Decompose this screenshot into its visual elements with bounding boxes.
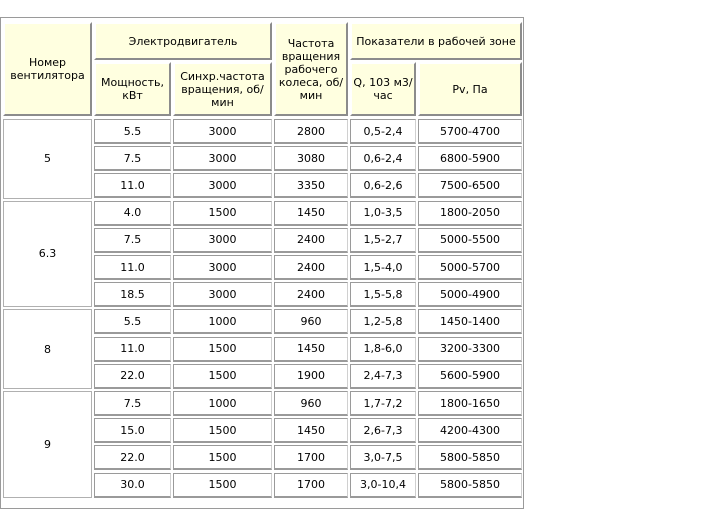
cell-power: 22.0: [94, 445, 171, 470]
cell-wheel-speed: 1450: [274, 418, 348, 443]
cell-flow: 1,0-3,5: [350, 201, 416, 226]
header-pressure: Pv, Па: [418, 62, 522, 116]
cell-flow: 0,6-2,4: [350, 146, 416, 171]
fan-number-cell: 8: [3, 309, 92, 389]
cell-sync-speed: 3000: [173, 146, 272, 171]
fan-spec-table: [0, 17, 524, 509]
cell-wheel-speed: 3350: [274, 173, 348, 198]
cell-pressure: 1800-1650: [418, 391, 522, 416]
cell-power: 7.5: [94, 146, 171, 171]
header-motor: Электродвигатель: [94, 22, 272, 60]
cell-power: 11.0: [94, 255, 171, 280]
header-wheel-speed: Частота вращения рабочего колеса, об/мин: [274, 22, 348, 116]
cell-pressure: 6800-5900: [418, 146, 522, 171]
cell-wheel-speed: 1450: [274, 201, 348, 226]
cell-pressure: 1450-1400: [418, 309, 522, 334]
cell-flow: 1,5-5,8: [350, 282, 416, 307]
cell-pressure: 1800-2050: [418, 201, 522, 226]
header-flow: Q, 103 м3/час: [350, 62, 416, 116]
header-sync-speed: Синхр.частота вращения, об/мин: [173, 62, 272, 116]
cell-sync-speed: 1500: [173, 337, 272, 362]
header-fan-number: Номер вентилятора: [3, 22, 92, 116]
cell-wheel-speed: 2400: [274, 228, 348, 253]
cell-pressure: 5000-5500: [418, 228, 522, 253]
fan-number-cell: 5: [3, 119, 92, 199]
cell-power: 7.5: [94, 391, 171, 416]
cell-wheel-speed: 1700: [274, 473, 348, 498]
cell-wheel-speed: 3080: [274, 146, 348, 171]
cell-wheel-speed: 960: [274, 391, 348, 416]
cell-flow: 3,0-10,4: [350, 473, 416, 498]
header-power: Мощность, кВт: [94, 62, 171, 116]
cell-wheel-speed: 1450: [274, 337, 348, 362]
cell-pressure: 5600-5900: [418, 364, 522, 389]
cell-flow: 1,2-5,8: [350, 309, 416, 334]
cell-power: 7.5: [94, 228, 171, 253]
cell-sync-speed: 1500: [173, 418, 272, 443]
fan-number-cell: 6.3: [3, 201, 92, 308]
cell-flow: 2,6-7,3: [350, 418, 416, 443]
cell-sync-speed: 1000: [173, 391, 272, 416]
cell-power: 18.5: [94, 282, 171, 307]
cell-power: 4.0: [94, 201, 171, 226]
cell-pressure: 5800-5850: [418, 445, 522, 470]
cell-pressure: 5000-5700: [418, 255, 522, 280]
cell-flow: 3,0-7,5: [350, 445, 416, 470]
cell-flow: 2,4-7,3: [350, 364, 416, 389]
cell-power: 22.0: [94, 364, 171, 389]
cell-wheel-speed: 960: [274, 309, 348, 334]
cell-flow: 1,5-2,7: [350, 228, 416, 253]
cell-wheel-speed: 2400: [274, 255, 348, 280]
cell-sync-speed: 3000: [173, 282, 272, 307]
cell-pressure: 3200-3300: [418, 337, 522, 362]
cell-sync-speed: 3000: [173, 173, 272, 198]
cell-flow: 0,5-2,4: [350, 119, 416, 144]
cell-pressure: 5700-4700: [418, 119, 522, 144]
cell-sync-speed: 3000: [173, 228, 272, 253]
cell-power: 11.0: [94, 337, 171, 362]
fan-number-cell: 9: [3, 391, 92, 498]
cell-wheel-speed: 2800: [274, 119, 348, 144]
cell-sync-speed: 1500: [173, 473, 272, 498]
cell-sync-speed: 1500: [173, 364, 272, 389]
header-working-zone: Показатели в рабочей зоне: [350, 22, 522, 60]
cell-sync-speed: 3000: [173, 119, 272, 144]
cell-power: 5.5: [94, 309, 171, 334]
cell-sync-speed: 1500: [173, 445, 272, 470]
cell-flow: 1,5-4,0: [350, 255, 416, 280]
cell-wheel-speed: 2400: [274, 282, 348, 307]
cell-pressure: 7500-6500: [418, 173, 522, 198]
cell-wheel-speed: 1900: [274, 364, 348, 389]
cell-flow: 1,8-6,0: [350, 337, 416, 362]
cell-wheel-speed: 1700: [274, 445, 348, 470]
cell-flow: 0,6-2,6: [350, 173, 416, 198]
cell-sync-speed: 3000: [173, 255, 272, 280]
cell-pressure: 5800-5850: [418, 473, 522, 498]
cell-flow: 1,7-7,2: [350, 391, 416, 416]
cell-sync-speed: 1500: [173, 201, 272, 226]
cell-power: 15.0: [94, 418, 171, 443]
cell-power: 11.0: [94, 173, 171, 198]
cell-sync-speed: 1000: [173, 309, 272, 334]
cell-pressure: 4200-4300: [418, 418, 522, 443]
cell-power: 5.5: [94, 119, 171, 144]
cell-pressure: 5000-4900: [418, 282, 522, 307]
cell-power: 30.0: [94, 473, 171, 498]
